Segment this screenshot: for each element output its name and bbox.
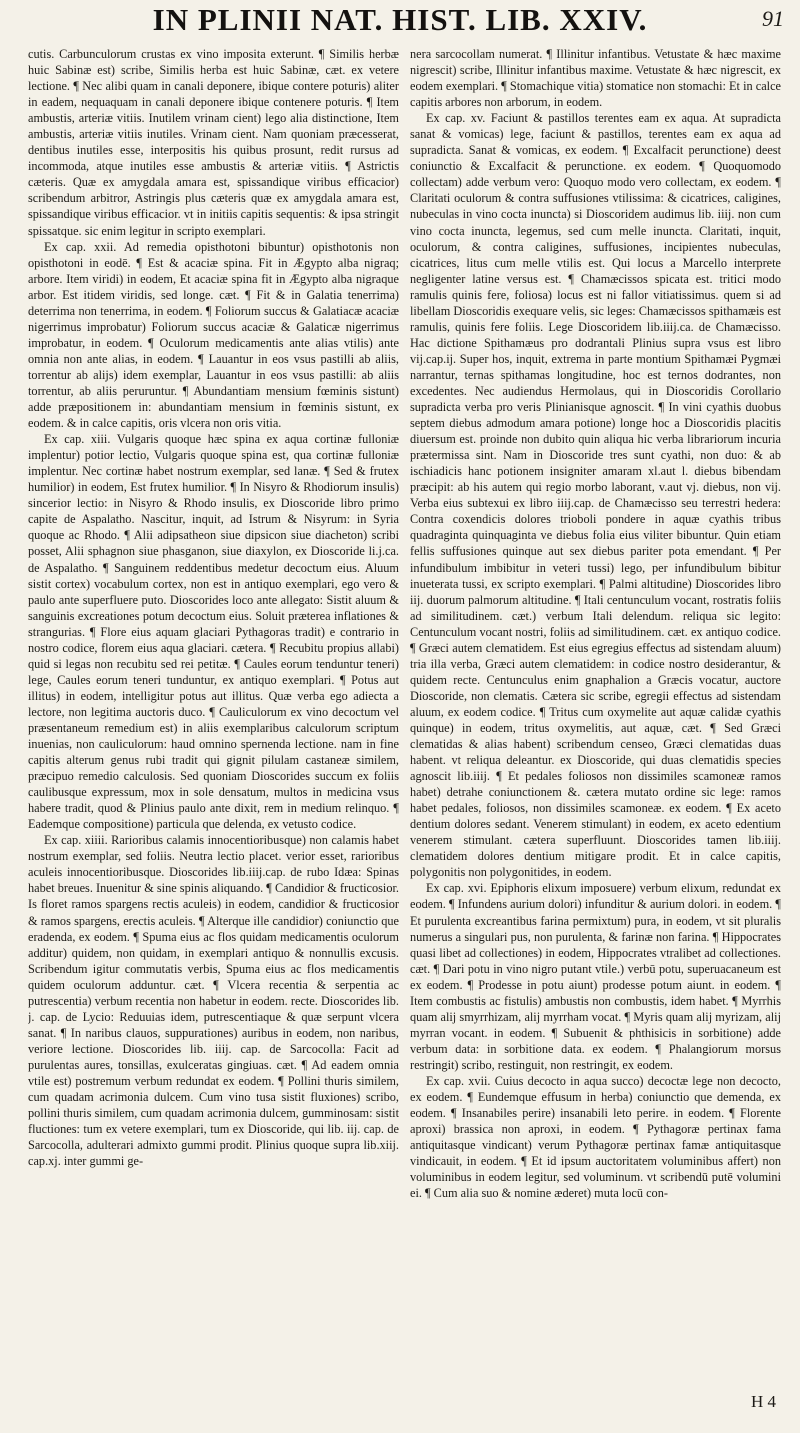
- paragraph: Ex cap. xvi. Epiphoris elixum imposuere) verbum elixum, redundat ex eodem. ¶ Infundens aurium dolori) infunditur & aurium dolori. in eodem. ¶ Et purulenta excreantibus farina permixtum) pura, in eodem, vt sit pluralis numerus a singulari pus, non purulenta, & farinæ non farina. ¶ Hippocrates quasi libet ad collectiones) in eodem, Hippocrates vtralibet ad collectiones. cæt. ¶ Dari potu in vino nigro putant vtile.) verbū potu, superuacaneum est ex eodem. ¶ Prodesse in potu aiunt) prodesse potum aiunt. in eodem. ¶ Item combustis ac fistulis) ambustis non combustis, idem habet. ¶ Myrrhis quam alij smyrrhizam, alij myrrham vocat. ¶ Myris quam alij myrizam, alij myrran vocant. in eodem. ¶ Subuenit & phthisicis in sorbitione) adde verbum data: in sorbitione data. ex eodem. ¶ Phalangiorum morsus restringit) scribo, restinguit, non restringit, ex eodem.: [410, 881, 781, 1072]
- paragraph: cutis. Carbunculorum crustas ex vino imposita exterunt. ¶ Similis herbæ huic Sabinæ est) scribe, Similis herba est huic Sabinæ, cæt. ex vetere lectione. ¶ Nec alibi quam in canali deponere, ibique contere poturis) aliter in eadem, nequaquam in canali deponere ibique contenere poturis. ¶ Item ambustis, arteriæ vitiis. Inutilem vrinam cient) lego alia distinctione, Item ambustis, arteriæ vitiis inutiles. Vrinam cient. Nam quoniam præcesserat, dentibus inutiles esse, interpositis his quibus prosunt, redit rursus ad incommoda, atque inutiles esse ambustis & arteriæ vitiis. ¶ Astrictis cæteris. Quæ ex amygdala amara est, spissandique viribus efficacior) scribendum arbitror, Astringis plus cæteris quæ ex amygdala amara est, spissandique viribus efficacior. vt in initiis capitis sequentis: & ipsa stringit spissatque. sic enim legitur in scripto exemplari.: [28, 47, 399, 238]
- paragraph: Ex cap. xiii. Vulgaris quoque hæc spina ex aqua cortinæ fulloniæ implentur) potior lectio, Vulgaris quoque spina est, qua cortinæ fulloniæ implentur. Nec cortinæ habet nostrum exemplar, sed lanæ. ¶ Sed & frutex humilior) in eodem, Est frutex humilior. ¶ In Nisyro & Rhodiorum insulis) sincerior lectio: in Nisyro & Rhodo insulis, ex Dioscoride libro primo capite de Aspalatho. Nascitur, inquit, ad Istrum & Nisyrum: in Syria quoque ac Rhodo. ¶ Alii adipsatheon siue dipsicon siue diacheton) scribi posset, Alii sphagnon siue phasganon, siue diaxylon, ex Dioscoride li.j.ca. de Aspalatho. ¶ Sanguinem reddentibus medetur decoctum eius. Aluum sistit cortex) vocabulum cortex, non est in antiquo exemplari, ego vero & paulo ante superfluere puto. Dioscorides loco ante allegato: Sistit aluum & sanguinis excreationes potum decoctum eius. Soluit præterea inflationes & strangurias. ¶ Flore eius aquam glaciari Pythagoras tradit) e contrario in nostro codice, florem eius aqua glaciari. cætera. ¶ Recubitu propius allabi) quid si legas non recubitu sed rei petitæ. ¶ Caules eorum tenduntur teneri) lege, Caules eorum teneri tunduntur, ex antiquo exemplari. ¶ Potus aut illitus) in eodem, intelligitur potus aut illitus. Quæ verba ego adiecta a lectore, non legitima auctoris duco. ¶ Cauliculorum ex vino decoctum vel præsentaneum remedium est) in aliis exemplaribus calculorum scriptum inuenias, non cauliculorum: haud omnino spernenda lectione. nam in fine capitis alterum genus rubi tradit qui gignit pilulam castaneæ similem, præcipuo remedio calculosis. Sed quoniam Dioscorides succum ex foliis caulibusque expressum, mox in sole densatum, multos in medicina vsus habere tradit, quod & Plinius paulo ante dixit, rem in medium relinquo. ¶ Eademque compositione) particula que delenda, ex vetusto codice.: [28, 432, 399, 832]
- left-column: [28, 46, 399, 1386]
- signature-mark: H 4: [750, 1392, 776, 1411]
- page-header: [0, 0, 800, 44]
- running-title: IN PLINII NAT. HIST. LIB. XXIV.: [152, 2, 648, 37]
- paragraph: Ex cap. xv. Faciunt & pastillos terentes eam ex aqua. At supradicta sanat & vomicas) lege, faciunt & pastillos, terentes eam ex aqua ad supradicta. Sanat & vomicas, ex eodem. ¶ Excalfacit perunctione) deest coniunctio & Excalfacit & perunctione. ex eodem. ¶ Quoquomodo collectam) adde verbum vero: Quoquo modo vero collectam, ex eodem. ¶ Claritati oculorum & contra suffusiones vtilissima: & cicatrices, caligines, nubeculas in vino cocta inuncta) si Dioscoridem audimus lib. iiij. non cum vino cocta inuncta, legemus, sed cum melle inuncta. Claritati, inquit, oculorum, & contra caligines, suffusiones, incipientes nubeculas, cicatrices, litus cum melle vtilis est. Qui locus a Marcello interprete negligenter latine versus est. ¶ Chamæcissos spicata est. tritici modo ramulis quinis fere, foliosa) locus est ni fallor vitiatissimus. quem si ad libellam Dioscoridis exequare velis, sic leges: Chamæcissos spithamæis est ramulis, quinis fere foliis. Lege Dioscoridem lib.iiij.ca. de Chamæcisso. Hac dictione Spithamæus pro dodrantali Plinius supra vsus est libro vij.cap.ij. Super hos, inquit, extrema in parte montium Spithamæi Pygmæi narrantur, ternas spithamas longitudine, hoc est ternos dodrantes, non excedentes. Nec audiendus Hermolaus, qui in Dioscoridis Corollario supradicta verba pro veris Plinianisque agnoscit. ¶ In vini cyathis duobus septem diebus admodum amara potione) longe hoc a Dioscoridis placitis diuersum est. proinde non dubito quin aliqua hic verba librariorum incuria prætermissa sint. Nam in Dioscoride tres sunt cyathi, non duo: & ab ischiadicis hanc potionem insigniter amaram xl.aut l. diebus bibendam præcipit: ab his autem qui regio morbo laborant, v.aut vj. diebus, non vij. Verba eius subtexui ex libro iiij.cap. de Chamæcisso seu terrestri hedera: Contra coxendicis dolores trioboli pondere in aquæ cyathis tribus quadraginta quinquaginta ve diebus folia eius viliter bibuntur. Quin etiam fellis suffusiones quinque aut sex diebus pariter pota emendant. ¶ Per infundibulum imbibitur in veteri tussi) lego, per infundibulum bibitur inueterata tussi, ex scripto exemplari. ¶ Palmi altitudine) Dioscorides libro iij. duorum palmorum altitudine. ¶ Itali centunculum vocant, rostratis foliis ad similitudinem. cæt.) verbum Itali delendum. reliqua sic legito: Centunculum vocant nostri, foliis ad similitudinem. cæt. ex antiquo codice. ¶ Græci autem clematidem. Est eius egregius effectus ad sistendam aluum) tria illa verba, Græci autem clematidem: in codice nostro desiderantur, & quidem recte. Centunculus enim gnaphalion a Græcis vocatur, auctore Dioscoride, non clematis. Cætera sic scribe, egregii effectus ad sistendam aluum, ex eodem codice. ¶ Tritus cum oxymelite aut aquæ calidæ cyathis quinque) in eodem, tritus oxymelitis, aut aquæ, cæt. ¶ Sed Græci clematidas & alias habent) scribendum censeo, Græci clematidas duas habent. vt reliqua deleantur. ex Dioscoride, qui duas clematidis species agnoscit lib.iiij. ¶ Et pedales foliosos non dissimiles scamoneæ ramos habet) detrahe coniunctionem &. cætera mutato ordine sic lege: ramos habet pedales, foliosos, non dissimiles scamoneæ. ex eodem. ¶ Ex aceto dentium dolores sedant. Venerem stimulant) in eodem, ex aceto edentium venerem stimulant. cætera superfluunt. Dioscorides tamen lib.iiij. clematidem dolores dentium mitigare prodit. Et in calce capitis, polygonitis non polygonitides, in eodem.: [410, 111, 781, 880]
- right-column: [410, 46, 781, 1386]
- paragraph: Ex cap. xxii. Ad remedia opisthotoni bibuntur) opisthotonis non opisthotoni in eodē. ¶ Est & acaciæ spina. Fit in Ægypto alba nigraq; arbore. Item viridi) in eodem, Et acaciæ spina fit in Ægypto alba nigraque arbor. Est itidem viridis, sed longe. cæt. ¶ Fit & in Galatia tenerrima) deterrima non tenerrima, in eodem. ¶ Foliorum succus & Galatiacæ acaciæ nigerrimus improbatur) Foliorum succus acaciæ & Galaticæ nigerrimus improbatur, in eodem. ¶ Oculorum medicamentis ante alias vtilis) ante omnia non ante alias, in eodem. ¶ Lauantur in eos vsus pastilli ab aliis, torrentur ab alijs) idem exemplar, Lauantur in eos vsus pastilli: ab aliis torrentur, ab aliis peruruntur. ¶ Abundantiam mensium fœminis sistunt) adde præpositionem in: abundantiam mensium in fœminis sistunt, ex eodem. & in calce capitis, oris vlcera non oris vitia.: [28, 239, 399, 431]
- paragraph: Ex cap. xvii. Cuius decocto in aqua succo) decoctæ lege non decocto, ex eodem. ¶ Eundemque effusum in herba) coniunctio que demenda, ex eodem. ¶ Insanabiles perire) insanabili leto perire. in eodem. ¶ Florente aproxi) brassica non aproxi, in eodem. ¶ Pythagoræ pertinax fama antiquitasque vindicant) verum Pythagoræ pertinax famæ antiquitasque vindicauit, in eodem. ¶ Et id ipsum auctoritatem voluminibus affert) non voluminibus in eodem legitur, sed voluminum. vt scribendū putē volumini ei. ¶ Cum alia suo & nomine æderet) muta locū con-: [410, 1074, 781, 1201]
- paragraph: Ex cap. xiiii. Rarioribus calamis innocentioribusque) non calamis habet nostrum exemplar, sed foliis. Neutra lectio placet. verior esset, rarioribus aculeis innocentioribusque. Dioscorides lib.iiij.cap. de rubo Idæa: Spinas habet breues. Inuenitur & sine spinis aliquando. ¶ Candidior & fructicosior. Is floret ramos spargens rectis aculeis) in eodem, candidior & fructicosior & ramos spargens, erectis aculeis. ¶ Alterque ille candidior) coniunctio que eradenda, ex eodem. ¶ Spuma eius ac flos quidam medicamentis oculorum additur) quidem, non quidam, in exemplari antiquo & nonnullis excusis. Scribendum igitur commutatis verbis, Spuma eius ac flos medicamentis quidem oculorum adduntur. cæt. ¶ Vlcera recentia & serpentia ac putrescentia) verbum recentia non habetur in eodem. recte. Dioscorides lib. j. cap. de Lycio: Reduuias idem, putrescentiaque & quæ serpunt vlcera sanat. ¶ In naribus clauos, suppurationes) auribus in eodem, non naribus, veriore lectione. Dioscorides lib. iiij. cap. de Sarcocolla: Facit ad purulentas aures, tonsillas, exulceratas gingiuas. cæt. ¶ Ad eadem omnia vtile est) postremum verbum redundat ex eodem. ¶ Pollini thuris similem, cum quadam acrimonia dulcem. Cum vino tusa sistit fluxiones) scribo, pollini thuris similem, cum quadam acrimonia dulcem, gumminosam: sistit fluctiones: tum ex vetere exemplari, tum ex Dioscoride, qui lib. iij. cap. de Sarcocolla, adulterari admixto gummi prodit. Plinius quoque supra lib.xiij. cap.xj. inter gummi ge-: [28, 833, 399, 1169]
- paragraph: nera sarcocollam numerat. ¶ Illinitur infantibus. Vetustate & hæc maxime nigrescit) scribe, Illinitur infantibus maxime. Vetustate & hæc nigrescit, ex eodem exemplari. ¶ Stomachique vitia) stomatice non stomachi: Et in calce capitis arbores non arborum, in eodem.: [410, 47, 781, 110]
- page-number: 91: [762, 6, 784, 31]
